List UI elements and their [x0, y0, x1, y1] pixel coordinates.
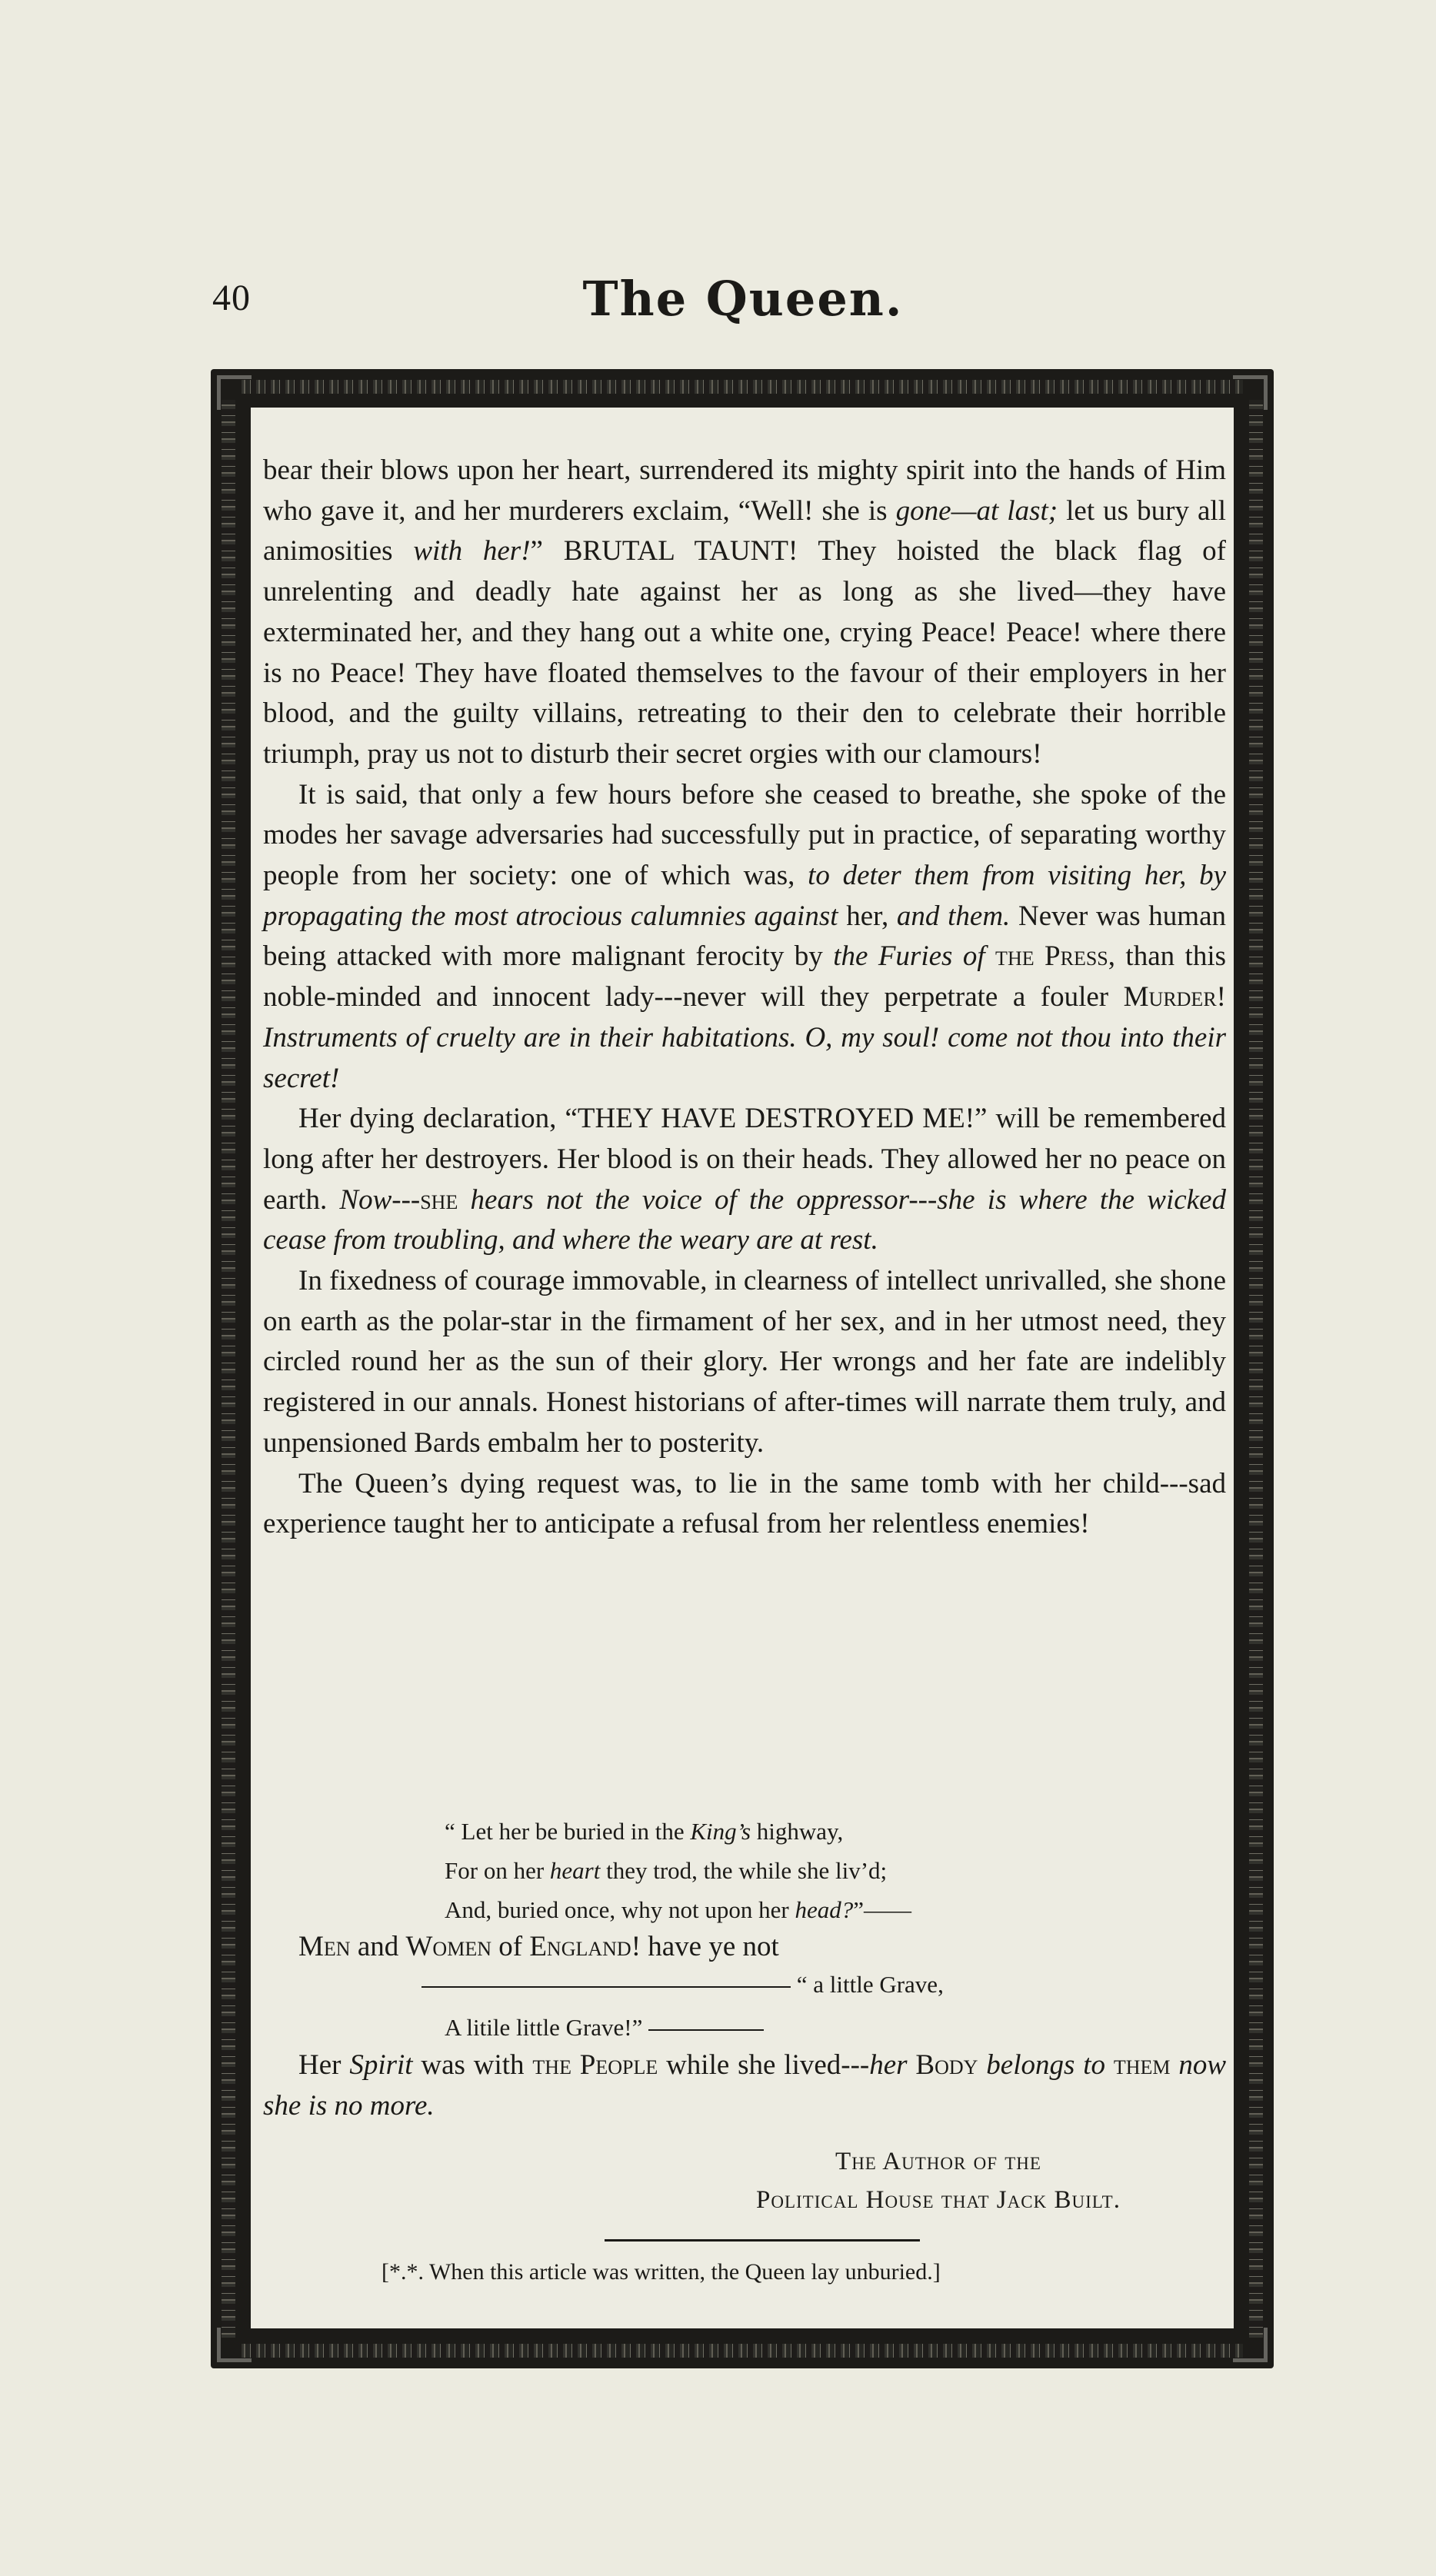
text-run-italic: to deter them from visiting her, by propagating the most atrocious calumnies against — [263, 860, 1226, 932]
text-run-smallcaps: the People — [532, 2049, 658, 2081]
paragraph-1 — [263, 451, 1226, 775]
text-run-smallcaps: the Press — [985, 940, 1108, 973]
text-run-italic: gone—at last; — [895, 494, 1058, 527]
border-corner-ornament — [1233, 375, 1268, 410]
verse-quotation — [445, 1812, 1060, 1929]
text-run-smallcaps: Murder — [1123, 981, 1217, 1013]
dash-rule — [421, 1986, 791, 1988]
signature-rule — [605, 2239, 920, 2242]
text-run-italic: now she is no more. — [263, 2049, 1227, 2122]
text-run-smallcaps: she — [420, 1183, 458, 1216]
text-run: let us bury all animosities — [263, 494, 1226, 567]
border-texture-right — [1249, 400, 1263, 2338]
text-run-smallcaps: Women — [405, 1931, 491, 1962]
text-run-italic: Now — [339, 1183, 392, 1216]
text-run: ! — [1216, 981, 1226, 1013]
text-run: highway, — [751, 1818, 844, 1845]
text-run: --- — [391, 1183, 421, 1216]
text-run: For on her — [445, 1857, 550, 1884]
text-run-italic: head? — [795, 1896, 854, 1923]
text-run — [458, 1184, 470, 1216]
page-header — [212, 271, 1274, 340]
text-run-italic: hears not the voice of the oppressor---she is where the wicked cease from troubling, and where the weary are at rest. — [263, 1183, 1227, 1256]
text-run-italic: heart — [549, 1857, 601, 1884]
verse-line-2 — [445, 1851, 1060, 1890]
text-run: Never was human being attacked with more malignant ferocity by — [263, 900, 1226, 973]
grave-line-1 — [421, 1971, 944, 1999]
verse-line-1 — [445, 1812, 1060, 1851]
signature-line-2: Political House that Jack Built. — [756, 2186, 1121, 2214]
text-run-italic: her — [869, 2049, 908, 2081]
text-run-smallcaps: Body — [907, 2049, 978, 2081]
footnote: [*.*. When this article was written, the Queen lay unburied.] — [381, 2259, 941, 2285]
text-run: they trod, the while she liv’d; — [600, 1857, 888, 1884]
text-run-smallcaps: them — [1104, 2049, 1179, 2081]
text-run: It is said, that only a few hours before she ceased to breathe, she spoke of the modes her savage adversaries had successfully put in practice, of separating worthy people from her society: one of which was, — [263, 778, 1226, 892]
text-run: A litile little Grave!” — [445, 2014, 643, 2041]
running-title: The Queen. — [582, 271, 904, 327]
text-run: her, — [838, 900, 897, 932]
text-run-italic: King’s — [690, 1818, 751, 1845]
text-run: And, buried once, why not upon her — [445, 1896, 795, 1923]
closing-text — [263, 2045, 1226, 2126]
text-run: and — [350, 1931, 406, 1962]
verse-line-3 — [445, 1890, 1060, 1929]
paragraph-2 — [263, 775, 1226, 1100]
text-run: ! have ye not — [631, 1931, 779, 1962]
border-corner-ornament — [217, 2328, 252, 2362]
border-corner-ornament — [217, 375, 252, 410]
text-run: Her dying declaration, “THEY HAVE DESTROYED ME!” will be remembered long after her destroyers. Her blood is on their heads. They allowed her no peace on earth. — [263, 1103, 1226, 1216]
text-run: ”—— — [853, 1896, 911, 1923]
border-texture-top — [242, 380, 1243, 394]
text-run: “ a little Grave, — [796, 1971, 944, 1998]
text-run: was with — [412, 2049, 533, 2081]
page-number: 40 — [212, 278, 251, 318]
text-run: , than this noble-minded and innocent lady---never will they perpetrate a fouler — [263, 940, 1226, 1013]
appeal-line — [263, 1927, 1226, 1968]
text-run-italic: with her! — [413, 535, 531, 567]
text-run-smallcaps: England — [529, 1931, 631, 1962]
text-run-italic: Instruments of cruelty are in their habitations. O, my soul! come not thou into their secret! — [263, 1021, 1226, 1094]
text-run: ” BRUTAL TAUNT! They hoisted the black flag of unrelenting and deadly hate against her as long as she lived—they have exterminated her, and they hang out a white one, crying Peace! Peace! where there is no Peace! They have floated themselves to the favour of their employers in her blood, and the guilty villains, retreating to their den to celebrate their horrible triumph, pray us not to disturb their secret orgies with our clamours! — [263, 535, 1226, 770]
text-run-italic: the Furies of — [833, 940, 985, 973]
border-texture-bottom — [242, 2344, 1243, 2358]
text-run-italic: Spirit — [349, 2049, 413, 2081]
border-texture-left — [222, 400, 235, 2338]
text-run: Her — [298, 2049, 350, 2081]
text-run: bear their blows upon her heart, surrendered its mighty spirit into the hands of Him who gave it, and her murderers exclaim, “Well! she is — [263, 454, 1226, 527]
paragraph-4: In fixedness of courage immovable, in clearness of intellect unrivalled, she shone on earth as the polar-star in the firmament of her sex, and in her utmost need, they circled round her as the sun of their glory. Her wrongs and her fate are indelibly registered in our annals. Honest historians of after-times will narrate them truly, and unpensioned Bards embalm her to posterity. — [263, 1265, 1226, 1459]
closing-paragraph — [263, 2045, 1226, 2126]
appeal-text — [263, 1927, 1226, 1968]
paragraph-3 — [263, 1099, 1226, 1261]
grave-line-2 — [445, 2014, 764, 2042]
text-run: “ Let her be buried in the — [445, 1818, 691, 1845]
text-run-smallcaps: Men — [298, 1931, 351, 1962]
border-corner-ornament — [1233, 2328, 1268, 2362]
paragraph-5: The Queen’s dying request was, to lie in the same tomb with her child---sad experience taught her to anticipate a refusal from her relentless enemies! — [263, 1467, 1226, 1540]
text-run-italic: and them. — [896, 900, 1011, 932]
signature-line-1: The Author of the — [835, 2148, 1041, 2175]
text-run: of — [491, 1931, 530, 1962]
text-run: while she lived--- — [658, 2049, 870, 2081]
author-signature — [661, 2142, 1215, 2219]
dash-rule — [648, 2029, 764, 2031]
article-body — [263, 451, 1226, 1545]
text-run-italic: belongs to — [986, 2049, 1105, 2081]
